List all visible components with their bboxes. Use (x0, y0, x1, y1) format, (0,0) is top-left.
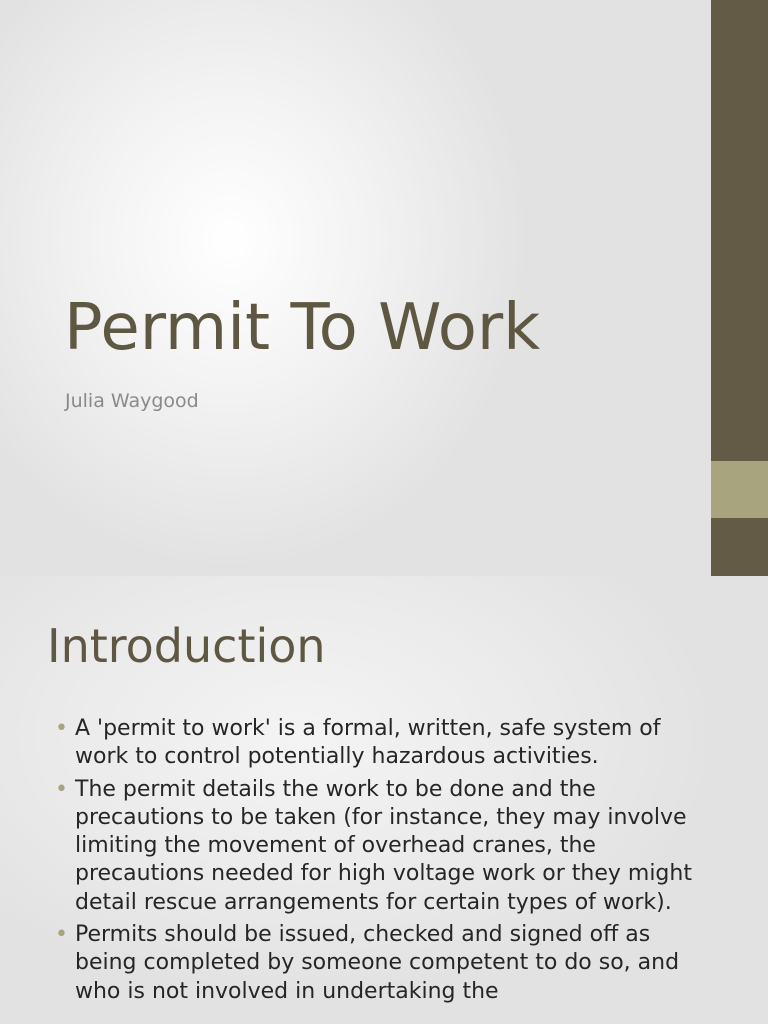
bullet-list (55, 715, 695, 1010)
bullet-icon: • (55, 922, 68, 948)
bullet-item (55, 776, 695, 917)
slide-subtitle: Julia Waygood (65, 390, 199, 412)
bullet-item (55, 921, 695, 1006)
side-accent-block (711, 461, 768, 518)
bullet-icon: • (55, 716, 68, 741)
bullet-icon: • (55, 776, 68, 802)
bullet-text: Permits should be issued, checked and signed off as being completed by someone competent to do so, and who is not involved in undertaking the (75, 922, 680, 1004)
slide-title: Permit To Work (64, 291, 541, 365)
bullet-text: The permit details the work to be done and the precautions to be taken (for instance, they may involve limiting the movement of overhead cranes, the precautions needed for high voltage work or they might detail rescue arrangements for certain types of work). (75, 776, 692, 915)
slide-heading: Introduction (47, 619, 326, 673)
intro-slide (0, 576, 768, 1024)
bullet-item (55, 715, 695, 772)
bullet-text: A 'permit to work' is a formal, written, safe system of work to control potentially hazardous activities. (75, 716, 661, 770)
